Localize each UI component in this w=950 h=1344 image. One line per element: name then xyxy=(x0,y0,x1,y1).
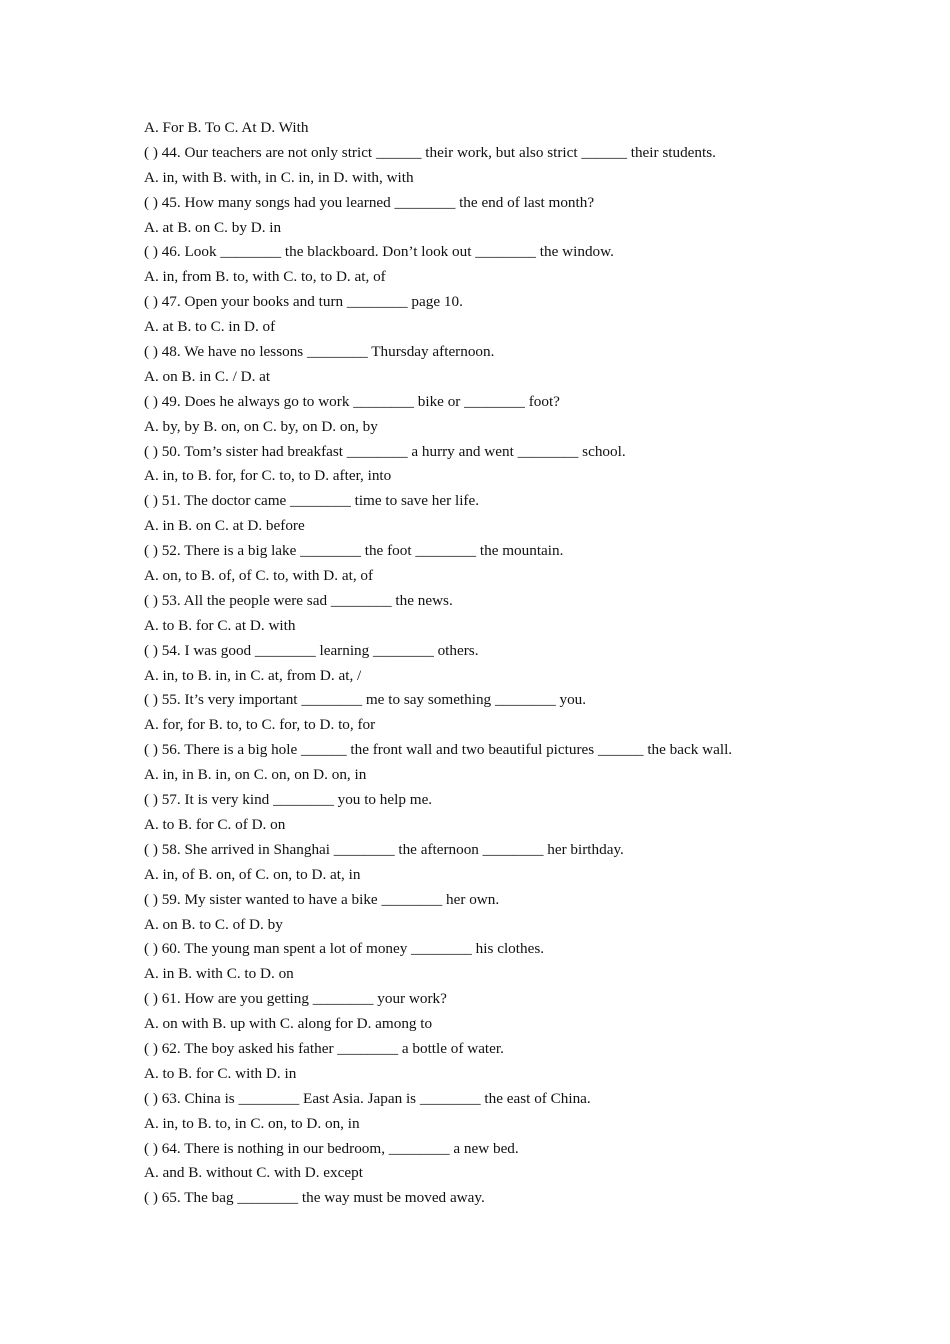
question-47: ( ) 47. Open your books and turn ________ page 10. xyxy=(144,293,463,311)
question-60: ( ) 60. The young man spent a lot of money ________ his clothes. xyxy=(144,940,545,958)
question-64: ( ) 64. There is nothing in our bedroom, ________ a new bed. xyxy=(144,1139,519,1157)
answer-options: A. in, of B. on, of C. on, to D. at, in xyxy=(144,865,361,883)
answer-options: A. at B. to C. in D. of xyxy=(144,318,276,336)
question-54: ( ) 54. I was good ________ learning ________ others. xyxy=(144,641,479,659)
answer-options: A. in B. with C. to D. on xyxy=(144,965,294,983)
question-57: ( ) 57. It is very kind ________ you to help me. xyxy=(144,791,433,809)
question-51: ( ) 51. The doctor came ________ time to save her life. xyxy=(144,492,480,510)
question-55: ( ) 55. It’s very important ________ me to say something ________ you. xyxy=(144,691,587,709)
question-61: ( ) 61. How are you getting ________ your work? xyxy=(144,990,447,1008)
answer-options: A. by, by B. on, on C. by, on D. on, by xyxy=(144,417,378,435)
answer-options: A. in, in B. in, on C. on, on D. on, in xyxy=(144,766,367,784)
answer-options: A. for, for B. to, to C. for, to D. to, for xyxy=(144,716,376,734)
answer-options: A. on with B. up with C. along for D. among to xyxy=(144,1015,433,1033)
answer-options: A. to B. for C. of D. on xyxy=(144,815,286,833)
answer-options: A. in, from B. to, with C. to, to D. at, of xyxy=(144,268,386,286)
answer-options: A. in, with B. with, in C. in, in D. with, with xyxy=(144,168,414,186)
answer-options: A. to B. for C. with D. in xyxy=(144,1064,297,1082)
question-59: ( ) 59. My sister wanted to have a bike ________ her own. xyxy=(144,890,500,908)
answer-options: A. at B. on C. by D. in xyxy=(144,218,282,236)
answer-options: A. in, to B. in, in C. at, from D. at, / xyxy=(144,666,362,684)
answer-options: A. on, to B. of, of C. to, with D. at, of xyxy=(144,567,374,585)
question-46: ( ) 46. Look ________ the blackboard. Don’t look out ________ the window. xyxy=(144,243,614,261)
question-58: ( ) 58. She arrived in Shanghai ________ the afternoon ________ her birthday. xyxy=(144,840,624,858)
answer-options: A. on B. to C. of D. by xyxy=(144,915,283,933)
question-48: ( ) 48. We have no lessons ________ Thursday afternoon. xyxy=(144,343,495,361)
answer-options: A. in B. on C. at D. before xyxy=(144,517,305,535)
question-44: ( ) 44. Our teachers are not only strict ______ their work, but also strict ______ their students. xyxy=(144,143,716,161)
question-45: ( ) 45. How many songs had you learned ________ the end of last month? xyxy=(144,193,595,211)
question-62: ( ) 62. The boy asked his father ________ a bottle of water. xyxy=(144,1039,504,1057)
answer-options: A. For B. To C. At D. With xyxy=(144,119,309,136)
question-65: ( ) 65. The bag ________ the way must be moved away. xyxy=(144,1189,485,1207)
question-53: ( ) 53. All the people were sad ________ the news. xyxy=(144,591,453,609)
exercise-text xyxy=(144,116,824,1211)
question-56: ( ) 56. There is a big hole ______ the front wall and two beautiful pictures ______ the back wall. xyxy=(144,741,733,759)
answer-options: A. on B. in C. / D. at xyxy=(144,367,271,385)
question-63: ( ) 63. China is ________ East Asia. Japan is ________ the east of China. xyxy=(144,1089,591,1107)
question-52: ( ) 52. There is a big lake ________ the foot ________ the mountain. xyxy=(144,542,564,560)
answer-options: A. in, to B. to, in C. on, to D. on, in xyxy=(144,1114,360,1132)
answer-options: A. to B. for C. at D. with xyxy=(144,616,296,634)
answer-options: A. in, to B. for, for C. to, to D. after, into xyxy=(144,467,392,485)
answer-options: A. and B. without C. with D. except xyxy=(144,1164,363,1182)
question-49: ( ) 49. Does he always go to work ________ bike or ________ foot? xyxy=(144,392,560,410)
question-50: ( ) 50. Tom’s sister had breakfast ________ a hurry and went ________ school. xyxy=(144,442,626,460)
